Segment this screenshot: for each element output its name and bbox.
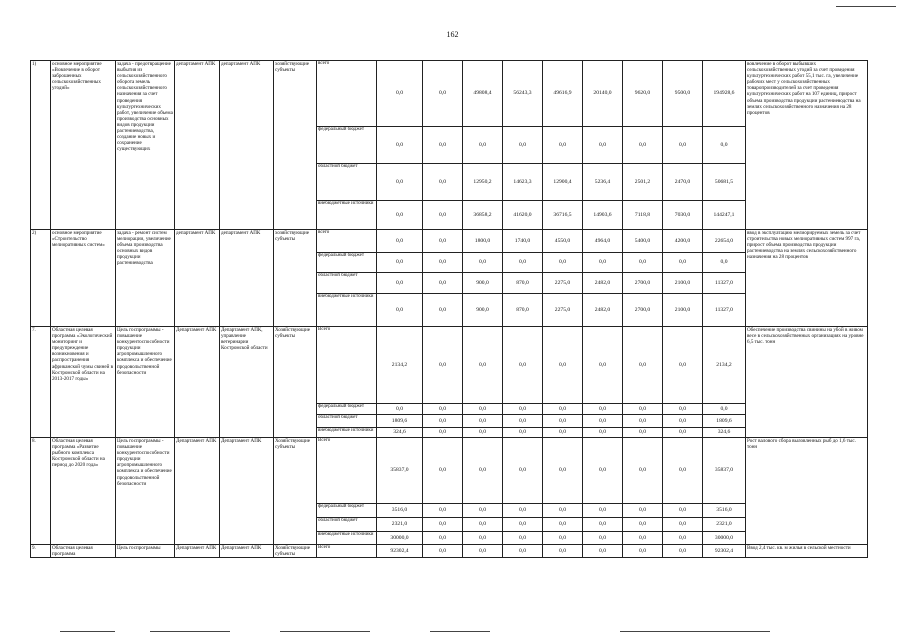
table-row [31, 327, 868, 404]
executor-cell: Департамент АПК [175, 438, 220, 545]
amount-cell: 4964,0 [583, 230, 623, 253]
amount-cell: 0,0 [503, 532, 543, 545]
amount-cell: 14903,6 [583, 201, 623, 230]
amount-cell: 900,0 [463, 273, 503, 294]
amount-cell: 2501,2 [623, 164, 663, 201]
amount-cell: 0,0 [543, 518, 583, 532]
task-cell: Цель госпрограммы - повышение конкурентоспособности продукции агропромышленного комплекса и обеспечение продовольственной безопасности [116, 438, 175, 545]
amount-cell: 0,0 [423, 532, 463, 545]
amount-cell: 0,0 [703, 127, 746, 164]
funding-source-cell: Всего [317, 545, 377, 558]
amount-cell: 2321,0 [377, 518, 423, 532]
amount-cell: 7030,0 [663, 201, 703, 230]
amount-cell: 49616,9 [543, 61, 583, 127]
amount-cell: 0,0 [543, 428, 583, 438]
bottom-rule-5 [620, 631, 770, 632]
amount-cell: 4200,0 [663, 230, 703, 253]
amount-cell: 11327,0 [703, 294, 746, 327]
amount-cell: 35837,0 [377, 438, 423, 504]
row-number: 9. [31, 545, 51, 558]
amount-cell: 36858,2 [463, 201, 503, 230]
funding-source-cell: федеральный бюджет [317, 127, 377, 164]
amount-cell: 0,0 [663, 504, 703, 518]
amount-cell: 0,0 [423, 428, 463, 438]
row-number: 8. [31, 438, 51, 545]
amount-cell: 0,0 [663, 518, 703, 532]
amount-cell: 0,0 [623, 504, 663, 518]
bottom-rule-4 [430, 631, 490, 632]
amount-cell: 0,0 [623, 518, 663, 532]
amount-cell: 0,0 [423, 164, 463, 201]
amount-cell: 35837,0 [703, 438, 746, 504]
amount-cell: 2100,0 [663, 273, 703, 294]
coexecutor-cell: Департамент АПК [220, 545, 274, 558]
amount-cell: 0,0 [583, 404, 623, 415]
amount-cell: 0,0 [663, 415, 703, 428]
funding-source-cell: внебюджетные источники [317, 201, 377, 230]
amount-cell: 0,0 [583, 253, 623, 273]
amount-cell: 900,0 [463, 294, 503, 327]
funding-source-cell: внебюджетные источники [317, 532, 377, 545]
amount-cell: 0,0 [377, 127, 423, 164]
amount-cell: 41620,0 [503, 201, 543, 230]
amount-cell: 0,0 [503, 428, 543, 438]
amount-cell: 0,0 [463, 327, 503, 404]
amount-cell: 12950,2 [463, 164, 503, 201]
amount-cell: 0,0 [423, 545, 463, 558]
amount-cell: 0,0 [377, 273, 423, 294]
amount-cell: 0,0 [663, 327, 703, 404]
amount-cell: 36716,5 [543, 201, 583, 230]
coexecutor-cell: Департамент АПК, управление ветеринарии Костромской области [220, 327, 274, 438]
amount-cell: 1740,0 [503, 230, 543, 253]
amount-cell: 12900,4 [543, 164, 583, 201]
task-cell: задача - предотвращение выбытия из сельскохозяйственного оборота земель сельскохозяйственного назначения за счет проведения культуртехнических работ, увеличение объема производства основных видов продукции растениеводства, создание новых и сохранение существующих [116, 61, 175, 230]
participants-cell: хозяйствующие субъекты [274, 230, 317, 327]
funding-source-cell: областной бюджет [317, 518, 377, 532]
executor-cell: Департамент АПК [175, 545, 220, 558]
funding-source-cell: областной бюджет [317, 164, 377, 201]
participants-cell: Хозяйствующие субъекты [274, 327, 317, 438]
amount-cell: 2700,0 [623, 273, 663, 294]
amount-cell: 2100,0 [663, 294, 703, 327]
amount-cell: 0,0 [663, 438, 703, 504]
amount-cell: 870,0 [503, 273, 543, 294]
amount-cell: 0,0 [423, 273, 463, 294]
funding-source-cell: Всего [317, 327, 377, 404]
amount-cell: 30000,0 [703, 532, 746, 545]
program-table [30, 60, 868, 558]
program-name-cell: основное мероприятие «Вовлечение в оборот заброшенных сельскохозяйственных угодий» [51, 61, 116, 230]
amount-cell: 0,0 [623, 545, 663, 558]
task-cell: Цель госпрограммы [116, 545, 175, 558]
amount-cell: 3516,0 [703, 504, 746, 518]
amount-cell: 0,0 [503, 127, 543, 164]
expected-result-cell: Ввод 2,4 тыс. кв. м жилья в сельской местности [746, 545, 868, 558]
amount-cell: 0,0 [623, 253, 663, 273]
amount-cell: 2470,0 [663, 164, 703, 201]
amount-cell: 0,0 [503, 545, 543, 558]
amount-cell: 0,0 [663, 127, 703, 164]
amount-cell: 0,0 [463, 127, 503, 164]
amount-cell: 0,0 [623, 532, 663, 545]
coexecutor-cell: департамент АПК [220, 230, 274, 327]
amount-cell: 0,0 [463, 253, 503, 273]
bottom-rule-3 [280, 631, 370, 632]
amount-cell: 0,0 [377, 201, 423, 230]
amount-cell: 0,0 [423, 327, 463, 404]
amount-cell: 0,0 [463, 545, 503, 558]
amount-cell: 324,6 [377, 428, 423, 438]
amount-cell: 0,0 [503, 327, 543, 404]
task-cell: Цель госпрограммы - повышение конкурентоспособности продукции агропромышленного комплекса и обеспечение продовольственной безопасности [116, 327, 175, 438]
expected-result-cell: ввод в эксплуатацию мелиорируемых земель за счет строительства новых мелиоративных систем 997 га, прирост объема производства продукции растениеводства на землях сельскохозяйственного назначения на 28 процентов [746, 230, 868, 327]
amount-cell: 0,0 [543, 327, 583, 404]
amount-cell: 0,0 [663, 428, 703, 438]
amount-cell: 0,0 [463, 428, 503, 438]
amount-cell: 0,0 [463, 532, 503, 545]
program-name-cell: Областная целевая программа «Развитие рыбного комплекса Костромской области на период до 2020 года» [51, 438, 116, 545]
amount-cell: 0,0 [503, 253, 543, 273]
amount-cell: 0,0 [377, 404, 423, 415]
page-number: 162 [446, 30, 459, 39]
amount-cell: 9620,0 [623, 61, 663, 127]
expected-result-cell: вовлечение в оборот выбывших сельскохозяйственных угодий за счет проведения культуртехнических работ 55,1 тыс. га, увеличение рабочих мест у сельскохозяйственных товаропроизводителей за счет проведения культуртехнических работ на 107 единиц, прирост объема производства продукции растениеводства на землях сельскохозяйственного назначения на 28 процентов [746, 61, 868, 230]
amount-cell: 0,0 [423, 230, 463, 253]
amount-cell: 30000,0 [377, 532, 423, 545]
amount-cell: 2482,0 [583, 273, 623, 294]
amount-cell: 0,0 [543, 504, 583, 518]
amount-cell: 9500,0 [663, 61, 703, 127]
amount-cell: 0,0 [377, 164, 423, 201]
amount-cell: 0,0 [543, 404, 583, 415]
amount-cell: 2700,0 [623, 294, 663, 327]
amount-cell: 2482,0 [583, 294, 623, 327]
amount-cell: 0,0 [423, 404, 463, 415]
executor-cell: Департамент АПК [175, 327, 220, 438]
participants-cell: Хозяйствующие субъекты [274, 545, 317, 558]
program-name-cell: Областная целевая программа [51, 545, 116, 558]
amount-cell: 0,0 [543, 415, 583, 428]
executor-cell: департамент АПК [175, 230, 220, 327]
amount-cell: 11327,0 [703, 273, 746, 294]
amount-cell: 0,0 [463, 438, 503, 504]
amount-cell: 0,0 [423, 294, 463, 327]
table-row [31, 61, 868, 127]
funding-source-cell: федеральный бюджет [317, 253, 377, 273]
amount-cell: 92302,4 [377, 545, 423, 558]
amount-cell: 0,0 [463, 415, 503, 428]
amount-cell: 0,0 [703, 404, 746, 415]
task-cell: задача - ремонт систем мелиорации, увеличение объема производства основных видов продукции растениеводства [116, 230, 175, 327]
amount-cell: 22654,0 [703, 230, 746, 253]
amount-cell: 0,0 [623, 415, 663, 428]
row-number: 2) [31, 230, 51, 327]
program-name-cell: основное мероприятие «Строительство мелиоративных систем» [51, 230, 116, 327]
amount-cell: 0,0 [583, 415, 623, 428]
amount-cell: 2134,2 [703, 327, 746, 404]
funding-source-cell: внебюджетные источники [317, 294, 377, 327]
amount-cell: 0,0 [543, 532, 583, 545]
amount-cell: 0,0 [663, 545, 703, 558]
amount-cell: 0,0 [503, 415, 543, 428]
funding-source-cell: федеральный бюджет [317, 504, 377, 518]
amount-cell: 2321,0 [703, 518, 746, 532]
funding-source-cell: федеральный бюджет [317, 404, 377, 415]
amount-cell: 0,0 [623, 327, 663, 404]
program-name-cell: Областная целевая программа «Экологический мониторинг и предупреждение возникновения и распространения африканской чумы свиней в Костромской области на 2013-2017 годы» [51, 327, 116, 438]
participants-cell: хозяйствующие субъекты [274, 61, 317, 230]
amount-cell: 0,0 [503, 404, 543, 415]
amount-cell: 0,0 [583, 327, 623, 404]
coexecutor-cell: департамент АПК [220, 61, 274, 230]
amount-cell: 0,0 [377, 230, 423, 253]
amount-cell: 0,0 [423, 61, 463, 127]
amount-cell: 0,0 [623, 428, 663, 438]
amount-cell: 0,0 [663, 404, 703, 415]
table-row [31, 230, 868, 253]
table-row [31, 438, 868, 504]
amount-cell: 0,0 [703, 253, 746, 273]
funding-source-cell: всего [317, 61, 377, 127]
amount-cell: 5236,4 [583, 164, 623, 201]
amount-cell: 0,0 [543, 127, 583, 164]
amount-cell: 0,0 [503, 438, 543, 504]
amount-cell: 20140,0 [583, 61, 623, 127]
bottom-rule-1 [60, 631, 115, 632]
amount-cell: 0,0 [623, 438, 663, 504]
amount-cell: 0,0 [463, 404, 503, 415]
amount-cell: 0,0 [423, 438, 463, 504]
amount-cell: 324,6 [703, 428, 746, 438]
amount-cell: 0,0 [543, 253, 583, 273]
funding-source-cell: областной бюджет [317, 273, 377, 294]
amount-cell: 0,0 [583, 127, 623, 164]
amount-cell: 0,0 [503, 504, 543, 518]
amount-cell: 49808,4 [463, 61, 503, 127]
amount-cell: 0,0 [377, 294, 423, 327]
amount-cell: 0,0 [583, 518, 623, 532]
amount-cell: 0,0 [583, 438, 623, 504]
participants-cell: Хозяйствующие субъекты [274, 438, 317, 545]
table-row [31, 545, 868, 558]
amount-cell: 0,0 [503, 518, 543, 532]
amount-cell: 2275,0 [543, 294, 583, 327]
amount-cell: 0,0 [423, 253, 463, 273]
amount-cell: 3516,0 [377, 504, 423, 518]
amount-cell: 870,0 [503, 294, 543, 327]
amount-cell: 1800,0 [463, 230, 503, 253]
amount-cell: 2275,0 [543, 273, 583, 294]
funding-source-cell: всего [317, 230, 377, 253]
amount-cell: 0,0 [623, 127, 663, 164]
executor-cell: департамент АПК [175, 61, 220, 230]
amount-cell: 0,0 [463, 504, 503, 518]
amount-cell: 4550,0 [543, 230, 583, 253]
amount-cell: 0,0 [663, 253, 703, 273]
amount-cell: 0,0 [463, 518, 503, 532]
coexecutor-cell: Департамент АПК [220, 438, 274, 545]
amount-cell: 0,0 [583, 428, 623, 438]
amount-cell: 0,0 [543, 438, 583, 504]
amount-cell: 1809,6 [703, 415, 746, 428]
amount-cell: 0,0 [423, 127, 463, 164]
amount-cell: 194928,6 [703, 61, 746, 127]
amount-cell: 92302,4 [703, 545, 746, 558]
amount-cell: 14623,3 [503, 164, 543, 201]
row-number: 7. [31, 327, 51, 438]
amount-cell: 56243,3 [503, 61, 543, 127]
amount-cell: 0,0 [583, 504, 623, 518]
expected-result-cell: Рост валового сбора выловленных рыб до 1,6 тыс. тонн [746, 438, 868, 545]
funding-source-cell: Всего [317, 438, 377, 504]
funding-source-cell: внебюджетные источники [317, 428, 377, 438]
amount-cell: 1809,6 [377, 415, 423, 428]
amount-cell: 7118,8 [623, 201, 663, 230]
amount-cell: 0,0 [663, 532, 703, 545]
funding-source-cell: областной бюджет [317, 415, 377, 428]
amount-cell: 0,0 [623, 404, 663, 415]
bottom-rule-2 [150, 631, 230, 632]
amount-cell: 0,0 [377, 61, 423, 127]
amount-cell: 0,0 [423, 415, 463, 428]
amount-cell: 5400,0 [623, 230, 663, 253]
top-rule [836, 6, 896, 7]
amount-cell: 0,0 [423, 504, 463, 518]
expected-result-cell: Обеспечение производства свинины на убой в живом весе в сельскохозяйственных организациях на уровне 6,5 тыс. тонн [746, 327, 868, 438]
row-number: 1) [31, 61, 51, 230]
amount-cell: 0,0 [543, 545, 583, 558]
amount-cell: 0,0 [583, 532, 623, 545]
amount-cell: 0,0 [423, 518, 463, 532]
amount-cell: 144247,1 [703, 201, 746, 230]
amount-cell: 2134,2 [377, 327, 423, 404]
amount-cell: 0,0 [423, 201, 463, 230]
amount-cell: 50681,5 [703, 164, 746, 201]
amount-cell: 0,0 [377, 253, 423, 273]
amount-cell: 0,0 [583, 545, 623, 558]
